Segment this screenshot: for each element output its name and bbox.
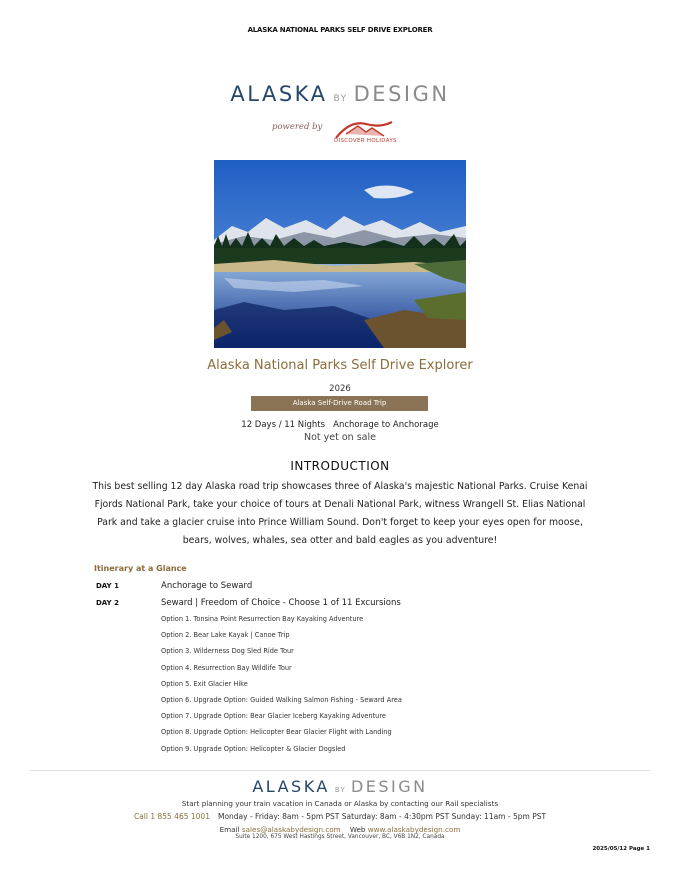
excursion-option: Option 6. Upgrade Option: Guided Walking Salmon Fishing - Seward Area — [161, 695, 402, 704]
sale-status: Not yet on sale — [304, 432, 376, 443]
footer-email-web — [0, 825, 680, 834]
brand-logo-top — [0, 82, 680, 106]
excursion-option: Option 5. Exit Glacier Hike — [161, 679, 248, 688]
discover-holidays-text: DISCOVER HOLIDAYS — [334, 138, 397, 144]
footer-tagline: Start planning your train vacation in Canada or Alaska by contacting our Rail specialists — [181, 799, 499, 808]
excursion-option: Option 8. Upgrade Option: Helicopter Bear Glacier Flight with Landing — [161, 728, 392, 737]
powered-by-text: powered by — [272, 122, 323, 132]
excursion-option: Option 1. Tonsina Point Resurrection Bay Kayaking Adventure — [161, 615, 364, 623]
itinerary-day-row — [96, 577, 596, 594]
lake-mountain-photo — [214, 160, 466, 348]
email-label: Email — [219, 825, 240, 834]
powered-by-logo — [272, 118, 402, 146]
page-stamp: 2025/05/12 Page 1 — [592, 846, 650, 852]
footer-divider — [30, 770, 650, 771]
brand-alaska: ALASKA — [230, 82, 328, 106]
brand-design: DESIGN — [350, 777, 428, 796]
day-text: Seward | Freedom of Choice - Choose 1 of 11 Excursions — [161, 597, 401, 608]
excursion-option: Option 2. Bear Lake Kayak | Canoe Trip — [161, 631, 290, 640]
excursion-option: Option 9. Upgrade Option: Helicopter & Glacier Dogsled — [161, 744, 346, 753]
footer-hours: Monday - Friday: 8am - 5pm PST Saturday: 8am - 4:30pm PST Sunday: 11am - 5pm PST — [217, 812, 547, 821]
footer-contact — [0, 812, 680, 821]
trip-duration: 12 Days / 11 Nights — [241, 420, 326, 430]
footer-phone-link[interactable]: Call 1 855 465 1001 — [133, 812, 210, 821]
web-link[interactable]: www.alaskabydesign.com — [367, 825, 461, 834]
trip-title: Alaska National Parks Self Drive Explorer — [207, 358, 473, 373]
brand-by: BY — [333, 94, 348, 104]
email-link[interactable]: sales@alaskabydesign.com — [241, 825, 341, 834]
day-label: DAY 1 — [96, 581, 119, 590]
web-label: Web — [349, 825, 366, 834]
trip-year: 2026 — [329, 384, 351, 394]
trip-meta — [0, 420, 680, 430]
hero-photo — [214, 160, 466, 348]
brand-logo-footer — [0, 777, 680, 796]
document-header: ALASKA NATIONAL PARKS SELF DRIVE EXPLORER — [247, 26, 433, 34]
itinerary-heading: Itinerary at a Glance — [94, 564, 187, 573]
brand-alaska: ALASKA — [252, 777, 330, 796]
day-text: Anchorage to Seward — [161, 580, 253, 591]
footer-address: Suite 1200, 675 West Hastings Street, Vancouver, BC, V6B 1N2, Canada — [235, 834, 445, 840]
itinerary-day-row — [96, 594, 596, 611]
excursion-option: Option 7. Upgrade Option: Bear Glacier Iceberg Kayaking Adventure — [161, 712, 386, 721]
brand-by: BY — [334, 786, 346, 794]
trip-route: Anchorage to Anchorage — [333, 420, 439, 430]
trip-category-banner: Alaska Self-Drive Road Trip — [251, 396, 428, 411]
introduction-heading: INTRODUCTION — [290, 459, 390, 473]
introduction-body: This best selling 12 day Alaska road trip showcases three of Alaska's majestic National Parks. Cruise Kenai Fjords National Park, take your choice of tours at Denali National Park, witness Wrangell St. Elias National Park and take a glacier cruise into Prince William Sound. Don't forget to keep your eyes open for moose, bears, wolves, whales, sea otter and bald eagles as you adventure! — [92, 481, 588, 546]
excursion-option: Option 3. Wilderness Dog Sled Ride Tour — [161, 647, 294, 656]
excursion-option: Option 4. Resurrection Bay Wildlife Tour — [161, 663, 292, 672]
itinerary-list — [96, 577, 596, 757]
day-label: DAY 2 — [96, 598, 119, 607]
excursion-options — [96, 611, 596, 757]
brand-design: DESIGN — [353, 82, 450, 106]
